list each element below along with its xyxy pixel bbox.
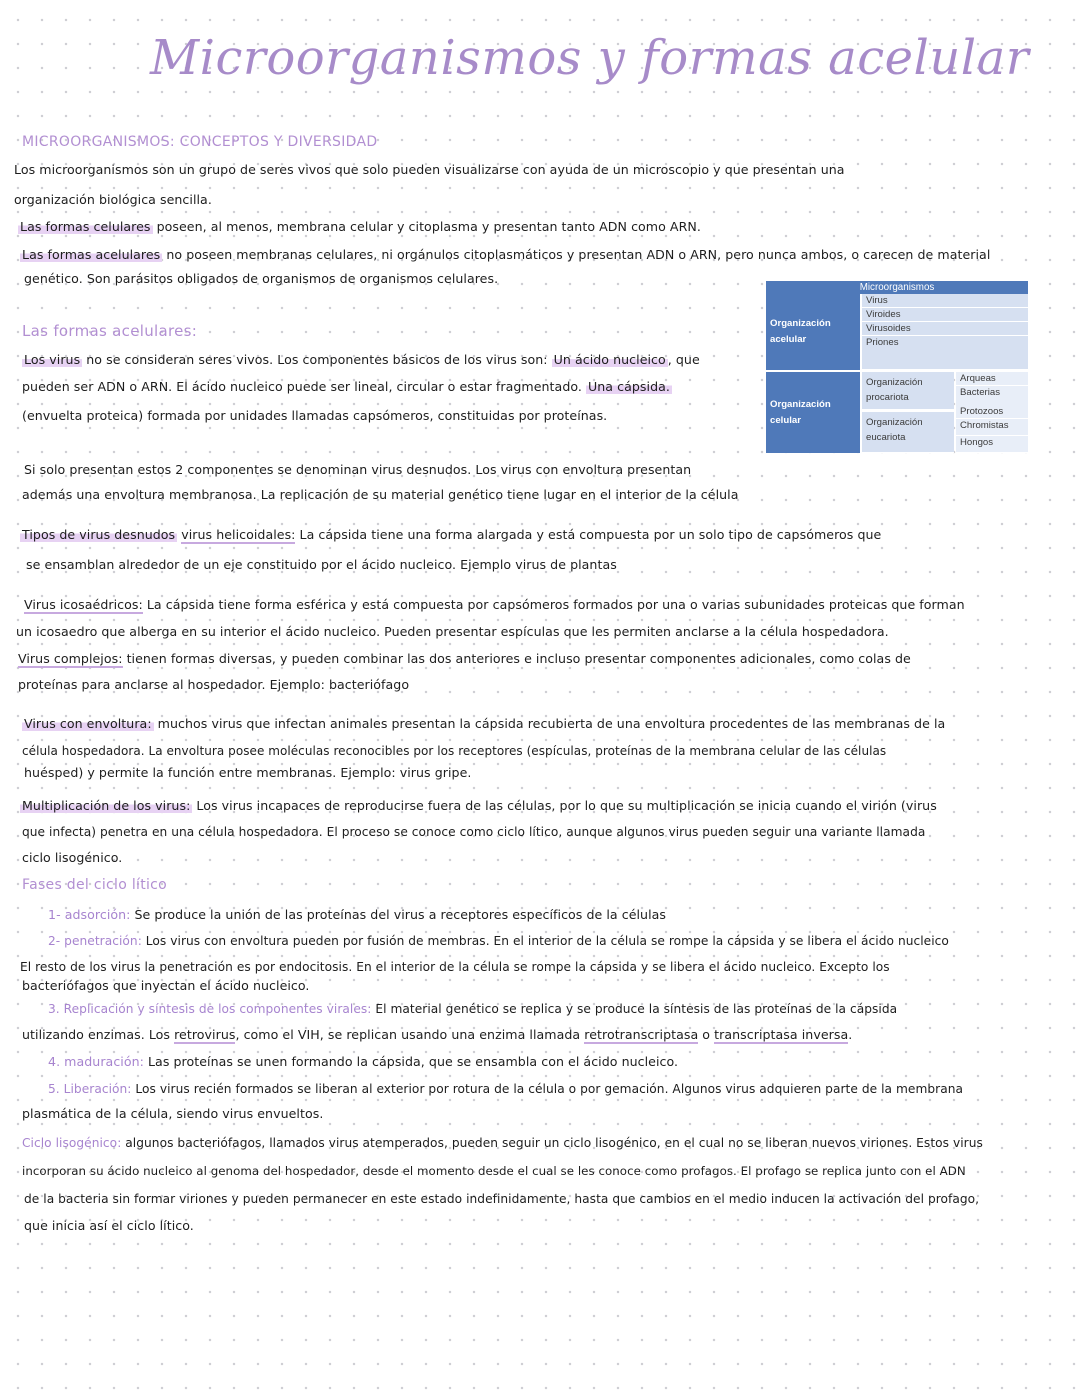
- envoltura-line-1: [22, 711, 945, 737]
- fase-4-text: Las proteínas se unen formando la cápsida, que se ensambla con el ácido nucleico.: [143, 1054, 679, 1069]
- celulares-text: poseen, al menos, membrana celular y citoplasma y presentan tanto ADN como ARN.: [152, 219, 701, 234]
- fase-2-label: 2- penetración:: [48, 934, 142, 948]
- eucariota-item-protozoos: Protozoos: [956, 405, 1028, 419]
- icosaedricos-text-1: La cápsida tiene forma esférica y está compuesta por capsómeros formados por una o varias subunidades proteicas que forman: [142, 597, 965, 612]
- fase-1-text: Se produce la unión de las proteínas del virus a receptores específicos de la células: [130, 907, 667, 922]
- fase-5: [48, 1076, 963, 1102]
- fase-5-text-1: Los virus recién formados se liberan al exterior por rotura de la célula o por gemación. Algunos virus adquieren parte de la membrana: [131, 1082, 964, 1096]
- fase-5-line-2: plasmática de la célula, siendo virus envueltos.: [22, 1106, 324, 1121]
- complejos-line-1: [18, 646, 911, 672]
- fase-3-label: 3. Replicación y síntesis de los componentes virales:: [48, 1002, 372, 1016]
- lisogenico-line-3: de la bacteria sin formar viriones y pueden permanecer en este estado indefinidamente, hasta que cambios en el medio inducen la activación del profago,: [24, 1192, 980, 1206]
- transcriptasa-term: transcriptasa inversa: [714, 1027, 849, 1042]
- fase-2-line-2: El resto de los virus la penetración es por endocitosis. En el interior de la célula se rompe la cápsida y se libera el ácido nucleico. Excepto los: [20, 960, 890, 974]
- multiplicacion-term: Multiplicación de los virus:: [22, 798, 191, 813]
- virus-line-1: [22, 347, 752, 373]
- fase-3-text-1: El material genético se replica y se produce la síntesis de las proteínas de la cápsida: [371, 1002, 898, 1016]
- helicoidales-term: virus helicoidales:: [181, 527, 296, 542]
- fase-3-text-2d: .: [848, 1027, 853, 1042]
- fase-4: [48, 1049, 678, 1075]
- table-header: Microorganismos: [766, 281, 1028, 294]
- fase-3-text-2c: o: [698, 1027, 715, 1042]
- fase-1: [48, 902, 666, 928]
- microorganismos-table: [766, 281, 1028, 453]
- celulares-term: Las formas celulares: [20, 219, 151, 234]
- icosaedricos-line-1: [24, 592, 965, 618]
- helicoidales-line-2: se ensamblan alrededor de un eje constituido por el ácido nucleico. Ejemplo virus de plantas: [26, 557, 617, 572]
- envoltura-line-2: célula hospedadora. La envoltura posee moléculas reconocibles por los receptores (espículas, proteínas de la membrana celular de las células: [22, 744, 887, 758]
- fase-2-text-1: Los virus con envoltura pueden por fusión de membras. En el interior de la célula se rompe la cápsida y se libera el ácido nucleico: [141, 934, 949, 948]
- lisogenico-term: Ciclo lisogénico:: [22, 1136, 122, 1150]
- eucariota-item-hongos: Hongos: [956, 436, 1028, 453]
- fase-4-label: 4. maduración:: [48, 1054, 144, 1069]
- complejos-line-2: proteínas para anclarse al hospedador. Ejemplo: bacteriófago: [18, 677, 410, 692]
- fase-2-line-3: bacteriófagos que inyectan el ácido nucleico.: [22, 978, 310, 993]
- retrotranscriptasa-term: retrotranscriptasa: [584, 1027, 699, 1042]
- procariota-item-bacterias: Bacterias: [956, 386, 1028, 410]
- lisogenico-text-1: algunos bacteriófagos, llamados virus atemperados, pueden seguir un ciclo lisogénico, en el cual no se liberan nuevos viriones. Estos virus: [121, 1136, 983, 1150]
- acelular-item-priones: Priones: [862, 336, 1028, 370]
- helicoidales-text-1: La cápsida tiene una forma alargada y está compuesta por un solo tipo de capsómeros que: [295, 527, 882, 542]
- envoltura-term: Virus con envoltura:: [24, 716, 152, 731]
- fase-3-text-2a: utilizando enzimas. Los: [22, 1027, 175, 1042]
- tipos-term: Tipos de virus desnudos: [22, 527, 176, 542]
- fase-2: [48, 928, 949, 954]
- virus-line-5: además una envoltura membranosa. La replicación de su material genético tiene lugar en el interior de la célula: [22, 487, 739, 502]
- complejos-term: Virus complejos:: [18, 651, 123, 666]
- fase-1-label: 1- adsorción:: [48, 907, 131, 922]
- virus-line-1-end: , que: [667, 352, 700, 367]
- fases-heading: Fases del ciclo lítico: [22, 877, 168, 893]
- eucariota-label: Organización eucariota: [862, 412, 954, 453]
- acelular-item-virus: Virus: [862, 294, 1028, 308]
- fase-3-text-2b: , como el VIH, se replican usando una enzima llamada: [235, 1027, 585, 1042]
- acelular-label: Organización acelular: [766, 294, 860, 370]
- acido-nucleico-term: Un ácido nucleico: [553, 352, 666, 367]
- virus-line-1-text: no se consideran seres vivos. Los componentes básicos de los virus son:: [82, 352, 552, 367]
- page-title: Microorganismos y formas acelular: [150, 30, 1030, 86]
- retrovirus-term: retrovirus: [174, 1027, 236, 1042]
- acelulares-text-1: no poseen membranas celulares, ni orgánulos citoplasmáticos y presentan ADN o ARN, pero nunca ambos, o carecen de material: [162, 247, 991, 262]
- acelular-item-virusoides: Virusoides: [862, 322, 1028, 336]
- intro-line-1: Los microorganismos son un grupo de seres vivos que solo pueden visualizarse con ayuda de un microscopio y que presentan una: [14, 162, 845, 177]
- multiplicacion-line-3: ciclo lisogénico.: [22, 850, 123, 865]
- eucariota-item-chromistas: Chromistas: [956, 419, 1028, 436]
- section-heading-microorganismos: MICROORGANISMOS: CONCEPTOS Y DIVERSIDAD: [22, 134, 378, 150]
- procariota-item-arqueas: Arqueas: [956, 372, 1028, 386]
- fase-5-label: 5. Liberación:: [48, 1082, 132, 1096]
- virus-line-3: (envuelta proteica) formada por unidades llamadas capsómeros, constituidas por proteínas.: [22, 408, 608, 423]
- intro-line-2: organización biológica sencilla.: [14, 192, 212, 207]
- acelulares-paragraph: [20, 242, 990, 268]
- capsida-term: Una cápsida.: [588, 379, 670, 394]
- procariota-label: Organización procariota: [862, 372, 954, 410]
- virus-line-4: Si solo presentan estos 2 componentes se denominan virus desnudos. Los virus con envoltura presentan: [24, 462, 692, 477]
- section-heading-acelulares: Las formas acelulares:: [22, 322, 198, 340]
- virus-term: Los virus: [24, 352, 81, 367]
- celulares-paragraph: [18, 214, 701, 240]
- acelulares-term: Las formas acelulares: [22, 247, 161, 262]
- lisogenico-line-2: incorporan su ácido nucleico al genoma del hospedador, desde el momento desde el cual se les conoce como profagos. El profago se replica junto con el ADN: [22, 1164, 966, 1178]
- tipos-line-1: [20, 522, 881, 548]
- multiplicacion-text-1: Los virus incapaces de reproducirse fuera de las células, por lo que su multiplicación se inicia cuando el virión (virus: [192, 798, 937, 813]
- virus-line-2-text: pueden ser ADN o ARN. El ácido nucleico puede ser lineal, circular o estar fragmentado.: [22, 379, 586, 394]
- lisogenico-line-4: que inicia así el ciclo lítico.: [24, 1218, 194, 1233]
- lisogenico-line-1: [22, 1130, 983, 1156]
- fase-3: [48, 996, 897, 1022]
- multiplicacion-line-1: [20, 793, 937, 819]
- icosaedricos-term: Virus icosaédricos:: [24, 597, 143, 612]
- complejos-text-1: tienen formas diversas, y pueden combinar las dos anteriores e incluso presentar componentes adicionales, como colas de: [122, 651, 911, 666]
- envoltura-line-3: huésped) y permite la función entre membranas. Ejemplo: virus gripe.: [24, 765, 472, 780]
- multiplicacion-line-2: que infecta) penetra en una célula hospedadora. El proceso se conoce como ciclo lítico, aunque algunos virus pueden seguir una variante llamada: [22, 825, 926, 839]
- envoltura-text-1: muchos virus que infectan animales presentan la cápsida recubierta de una envoltura procedentes de las membranas de la: [153, 716, 946, 731]
- celular-label: Organización celular: [766, 372, 860, 453]
- acelulares-line-2: genético. Son parásitos obligados de organismos de organismos celulares.: [24, 271, 499, 286]
- acelular-item-viroides: Viroides: [862, 308, 1028, 322]
- virus-line-2: [22, 374, 672, 400]
- icosaedricos-line-2: un icosaedro que alberga en su interior el ácido nucleico. Pueden presentar espículas que les permiten anclarse a la célula hospedadora.: [16, 624, 889, 639]
- fase-3-line-2: [22, 1022, 852, 1048]
